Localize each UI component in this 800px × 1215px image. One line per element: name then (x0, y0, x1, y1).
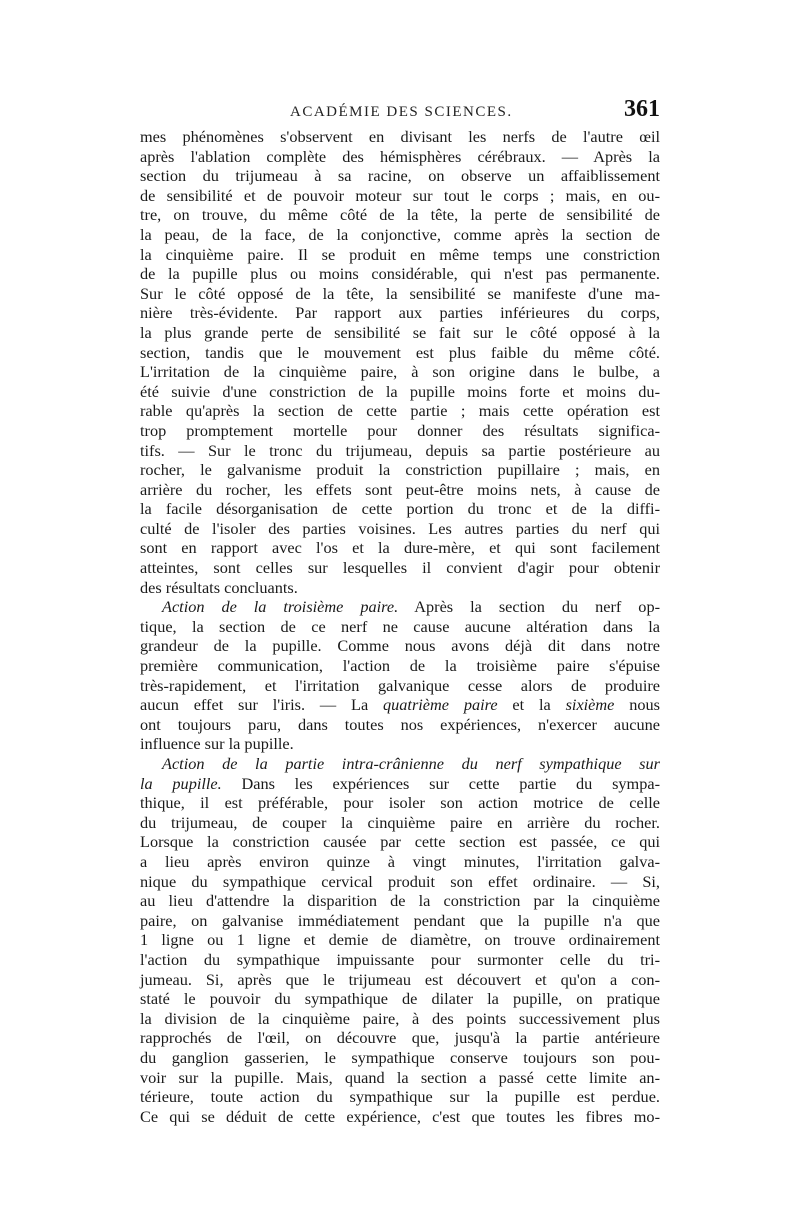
text-segment: tique, la section de ce nerf ne cause aucune altération dans la (140, 616, 660, 636)
text-segment: rocher, le galvanisme produit la constriction pupillaire ; mais, en (140, 460, 660, 480)
text-segment: arrière du rocher, les effets sont peut-être moins nets, à cause de (140, 479, 660, 499)
text-segment: a lieu après environ quinze à vingt minutes, l'irritation galva- (140, 851, 660, 871)
text-segment: tifs. — Sur le tronc du trijumeau, depuis sa partie postérieure au (140, 440, 660, 460)
text-line (140, 813, 660, 833)
text-segment: rable qu'après la section de cette partie ; mais cette opération est (140, 401, 660, 421)
text-segment: de sensibilité et de pouvoir moteur sur tout le corps ; mais, en ou- (140, 185, 660, 205)
text-line (140, 264, 660, 284)
text-segment: Ce qui se déduit de cette expérience, c'est que toutes les fibres mo- (140, 1106, 660, 1126)
text-line (140, 362, 660, 382)
text-segment: paire, on galvanise immédiatement pendant que la pupille n'a que (140, 910, 660, 930)
text-line (140, 147, 660, 167)
text-segment: première communication, l'action de la troisième paire s'épuise (140, 656, 660, 676)
text-line (140, 754, 660, 774)
text-line (140, 930, 660, 950)
italic-text: sixième (565, 695, 615, 715)
text-line (140, 205, 660, 225)
text-segment: sont en rapport avec l'os et la dure-mère, et qui sont facilement (140, 538, 660, 558)
text-line (140, 1087, 660, 1107)
text-line (140, 1048, 660, 1068)
text-segment: voir sur la pupille. Mais, quand la section a passé cette limite an- (140, 1067, 660, 1087)
text-line (140, 1028, 660, 1048)
text-segment: influence sur la pupille. (140, 734, 294, 754)
text-line (140, 656, 660, 676)
text-segment: la plus grande perte de sensibilité se fait sur le côté opposé à la (140, 322, 660, 342)
text-line (140, 225, 660, 245)
text-segment: des résultats concluants. (140, 577, 298, 597)
text-line (140, 186, 660, 206)
text-segment: et la (497, 695, 566, 715)
text-line (140, 1107, 660, 1127)
text-line (140, 578, 660, 598)
text-segment: atteintes, sont celles sur lesquelles il convient d'agir pour obtenir (140, 558, 660, 578)
text-line (140, 793, 660, 813)
text-segment: térieure, toute action du sympathique sur la pupille est perdue. (140, 1087, 660, 1107)
text-segment: Après la section du nerf op- (398, 597, 661, 617)
text-line (140, 617, 660, 637)
text-line (140, 284, 660, 304)
text-line (140, 911, 660, 931)
text-line (140, 872, 660, 892)
text-segment: aucun effet sur l'iris. — La (140, 695, 383, 715)
italic-text: Action de la partie intra-crânienne du nerf sympathique sur (162, 754, 660, 773)
text-segment: de la pupille plus ou moins considérable, qui n'est pas permanente. (140, 264, 660, 284)
text-segment: du trijumeau, de couper la cinquième paire en arrière du rocher. (140, 812, 660, 832)
text-line (140, 891, 660, 911)
text-segment: nique du sympathique cervical produit son effet ordinaire. — Si, (140, 871, 660, 891)
text-line (140, 989, 660, 1009)
text-line (140, 1009, 660, 1029)
text-line (140, 734, 660, 754)
text-line (140, 401, 660, 421)
text-segment: du ganglion gasserien, le sympathique conserve toujours son pou- (140, 1047, 660, 1067)
text-segment: section, tandis que le mouvement est plus faible du même côté. (140, 342, 660, 362)
text-line (140, 970, 660, 990)
text-line (140, 382, 660, 402)
text-segment: la facile désorganisation de cette portion du tronc et de la diffi- (140, 499, 660, 519)
running-title: ACADÉMIE DES SCIENCES. (290, 104, 513, 120)
text-line (140, 832, 660, 852)
text-line (140, 715, 660, 735)
text-line (140, 245, 660, 265)
text-segment: la peau, de la face, de la conjonctive, comme après la section de (140, 224, 660, 244)
running-head (140, 96, 660, 126)
italic-text: quatrième paire (383, 695, 498, 715)
text-segment: ont toujours paru, dans toutes nos expériences, n'exercer aucune (140, 714, 660, 734)
text-line (140, 636, 660, 656)
text-line (140, 166, 660, 186)
text-segment: nous (614, 695, 660, 715)
text-line (140, 597, 660, 617)
text-segment: Lorsque la constriction causée par cette section est passée, ce qui (140, 832, 660, 852)
italic-text: Action de la troisième paire. (162, 597, 399, 617)
text-segment: Dans les expériences sur cette partie du sympa- (221, 773, 661, 793)
text-line (140, 1068, 660, 1088)
text-line (140, 519, 660, 539)
text-segment: après l'ablation complète des hémisphères cérébraux. — Après la (140, 146, 660, 166)
text-segment: très-rapidement, et l'irritation galvanique cesse alors de produire (140, 675, 660, 695)
text-segment: rapprochés de l'œil, on découvre que, jusqu'à la partie antérieure (140, 1028, 660, 1048)
text-segment: la cinquième paire. Il se produit en même temps une constriction (140, 244, 660, 264)
text-line (140, 480, 660, 500)
text-segment: culté de l'isoler des parties voisines. Les autres parties du nerf qui (140, 518, 660, 538)
italic-text: la pupille. (140, 773, 222, 793)
text-segment: trop promptement mortelle pour donner des résultats significa- (140, 420, 660, 440)
text-line (140, 852, 660, 872)
text-line (140, 950, 660, 970)
text-line (140, 303, 660, 323)
text-segment: 1 ligne ou 1 ligne et demie de diamètre, on trouve ordinairement (140, 930, 660, 950)
text-segment: tre, on trouve, du même côté de la tête, la perte de sensibilité de (140, 205, 660, 225)
text-segment: au lieu d'attendre la disparition de la constriction par la cinquième (140, 891, 660, 911)
text-segment: mes phénomènes s'observent en divisant les nerfs de l'autre œil (140, 127, 660, 146)
text-line (140, 441, 660, 461)
text-line (140, 538, 660, 558)
text-line (140, 421, 660, 441)
text-line (140, 676, 660, 696)
text-line (140, 460, 660, 480)
text-segment: Sur le côté opposé de la tête, la sensibilité se manifeste d'une ma- (140, 283, 660, 303)
text-segment: jumeau. Si, après que le trijumeau est découvert et qu'on a con- (140, 969, 660, 989)
text-line (140, 343, 660, 363)
text-segment: L'irritation de la cinquième paire, à son origine dans le bulbe, a (140, 362, 660, 382)
text-segment: nière très-évidente. Par rapport aux parties inférieures du corps, (140, 303, 660, 323)
text-line (140, 558, 660, 578)
text-segment: section du trijumeau à sa racine, on observe un affaiblissement (140, 166, 660, 186)
text-segment: été suivie d'une constriction de la pupille moins forte et moins du- (140, 381, 660, 401)
body-text (140, 127, 660, 1126)
text-segment: la division de la cinquième paire, à des points successivement plus (140, 1008, 660, 1028)
text-line (140, 127, 660, 147)
text-line (140, 695, 660, 715)
text-segment: grandeur de la pupille. Comme nous avons déjà dit dans notre (140, 636, 660, 656)
page-number: 361 (624, 96, 660, 122)
text-segment: l'action du sympathique impuissante pour surmonter celle du tri- (140, 949, 660, 969)
text-line (140, 323, 660, 343)
text-segment: thique, il est préférable, pour isoler son action motrice de celle (140, 793, 660, 813)
text-line (140, 774, 660, 794)
text-segment: staté le pouvoir du sympathique de dilater la pupille, on pratique (140, 989, 660, 1009)
text-line (140, 499, 660, 519)
